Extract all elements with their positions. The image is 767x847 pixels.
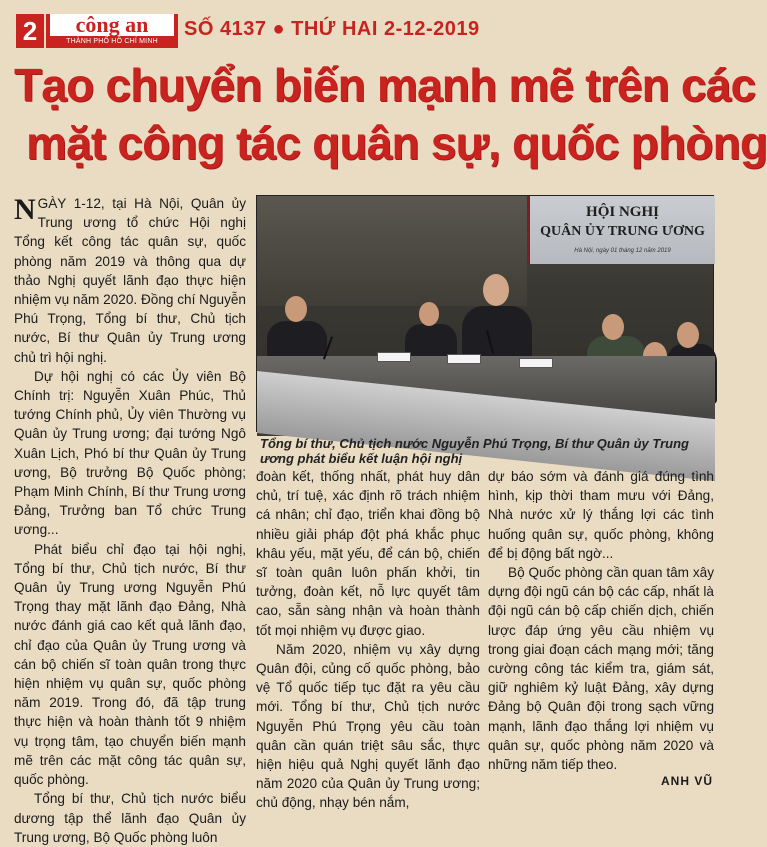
- article-column-2: [256, 467, 480, 813]
- headline-line-2: mặt công tác quân sự, quốc phòng: [26, 117, 767, 169]
- lead-text: GÀY 1-12, tại Hà Nội, Quân ủy Trung ương tổ chức Hội nghị Tổng kết công tác quân sự, quốc phòng năm 2019 và thông qua dự thảo Nghị quyết lãnh đạo thực hiện nhiệm vụ năm 2020. Đồng chí Nguyễn Phú Trọng, Tổng bí thư, Chủ tịch nước, Bí thư Quân ủy Trung ương chủ trì hội nghị.: [14, 196, 246, 365]
- masthead: [6, 8, 718, 48]
- conference-banner: [527, 196, 715, 264]
- article-column-3: [488, 467, 714, 774]
- logo-subtitle: THÀNH PHỐ HỒ CHÍ MINH: [66, 38, 158, 45]
- issue-line: SỐ 4137 ● THỨ HAI 2-12-2019: [184, 18, 480, 40]
- person-head: [677, 322, 699, 348]
- article-paragraph: Phát biểu chỉ đạo tại hội nghị, Tổng bí thư, Chủ tịch nước, Bí thư Quân ủy Trung ương Nguyễn Phú Trọng thay mặt lãnh đạo Đảng, Nhà nước đánh giá cao kết quả lãnh đạo, chỉ đạo của Quân ủy Trung ương và cán bộ chiến sĩ toàn quân trong thực hiện nhiệm vụ quân sự, quốc phòng năm 2019. Trong đó, đã tập trung thực hiện và hoàn thành tốt 9 nhiệm vụ trọng tâm, tạo chuyển biến mạnh mẽ trên các mặt công tác quân sự, quốc phòng.: [14, 541, 246, 788]
- newspaper-logo: [46, 14, 178, 48]
- byline: ANH VŨ: [660, 774, 713, 788]
- article-paragraph: Năm 2020, nhiệm vụ xây dựng Quân đội, củng cố quốc phòng, bảo vệ Tổ quốc tiếp tục đặt ra yêu cầu mới. Tổng bí thư, Chủ tịch nước Nguyễn Phú Trọng yêu cầu toàn quân cần quán triệt sâu sắc, thực hiện hiệu quả Nghị quyết lãnh đạo năm 2020 của Quân ủy Trung ương; chủ động, nhạy bén nắm,: [256, 641, 480, 811]
- logo-name: công an: [50, 14, 174, 36]
- article-paragraph: Bộ Quốc phòng cần quan tâm xây dựng đội ngũ cán bộ các cấp, nhất là đội ngũ cán bộ cấp chiến dịch, chiến lược đáp ứng yêu cầu nhiệm vụ trong giai đoạn cách mạng mới; tăng cường công tác kiểm tra, giám sát, giữ nghiêm kỷ luật Đảng, xây dựng Đảng bộ Quân đội trong sạch vững mạnh, lãnh đạo thắng lợi nhiệm vụ quân sự, quốc phòng năm 2020 và những năm tiếp theo.: [488, 565, 714, 773]
- person-head: [602, 314, 624, 340]
- photo-caption: Tổng bí thư, Chủ tịch nước Nguyễn Phú Trọng, Bí thư Quân ủy Trung ương phát biểu kết luận hội nghị: [260, 436, 689, 466]
- banner-line-1: HỘI NGHỊ: [586, 204, 659, 220]
- conference-photo: [256, 195, 714, 432]
- article-paragraph: [14, 194, 246, 367]
- article-paragraph: đoàn kết, thống nhất, phát huy dân chủ, trí tuệ, xác định rõ trách nhiệm cá nhân; chỉ đạo, triển khai đồng bộ nhiều giải pháp đột phá khắc phục khâu yếu, mặt yếu, để cán bộ, chiến sĩ toàn quân luôn phấn khởi, tin tưởng, đoàn kết, nỗ lực quyết tâm cao, sẵn sàng nhận và hoàn thành tốt mọi nhiệm vụ được giao.: [256, 469, 480, 638]
- nameplate: [377, 352, 411, 362]
- banner-line-3: Hà Nội, ngày 01 tháng 12 năm 2019: [574, 248, 671, 254]
- page-number: 2: [16, 14, 44, 48]
- banner-line-2: QUÂN ỦY TRUNG ƯƠNG: [540, 224, 705, 239]
- article-paragraph: Dự hội nghị có các Ủy viên Bộ Chính trị: Nguyễn Xuân Phúc, Thủ tướng Chính phủ, Ủy viên Thường vụ Quân ủy Trung ương; đại tướng Ngô Xuân Lịch, Phó bí thư Quân ủy Trung ương, Bộ trưởng Bộ Quốc phòng; Phạm Minh Chính, Bí thư Trung ương Đảng, Trưởng ban Tổ chức Trung ương...: [14, 368, 246, 538]
- article-paragraph: Tổng bí thư, Chủ tịch nước biểu dương tập thể lãnh đạo Quân ủy Trung ương, Bộ Quốc phòng luôn: [14, 791, 246, 845]
- person-head: [285, 296, 307, 322]
- nameplate: [447, 354, 481, 364]
- article-paragraph: dự báo sớm và đánh giá đúng tình hình, kịp thời tham mưu với Đảng, Nhà nước xử lý thắng lợi các tình huống quân sự, quốc phòng, không để bị động bất ngờ...: [488, 469, 714, 561]
- person-head: [419, 302, 439, 326]
- nameplate: [519, 358, 553, 368]
- article-column-1: [14, 194, 246, 847]
- headline: [14, 56, 767, 172]
- dropcap-letter: N: [14, 193, 36, 226]
- person-head: [483, 274, 509, 306]
- headline-line-1: Tạo chuyển biến mạnh mẽ trên các: [14, 59, 756, 111]
